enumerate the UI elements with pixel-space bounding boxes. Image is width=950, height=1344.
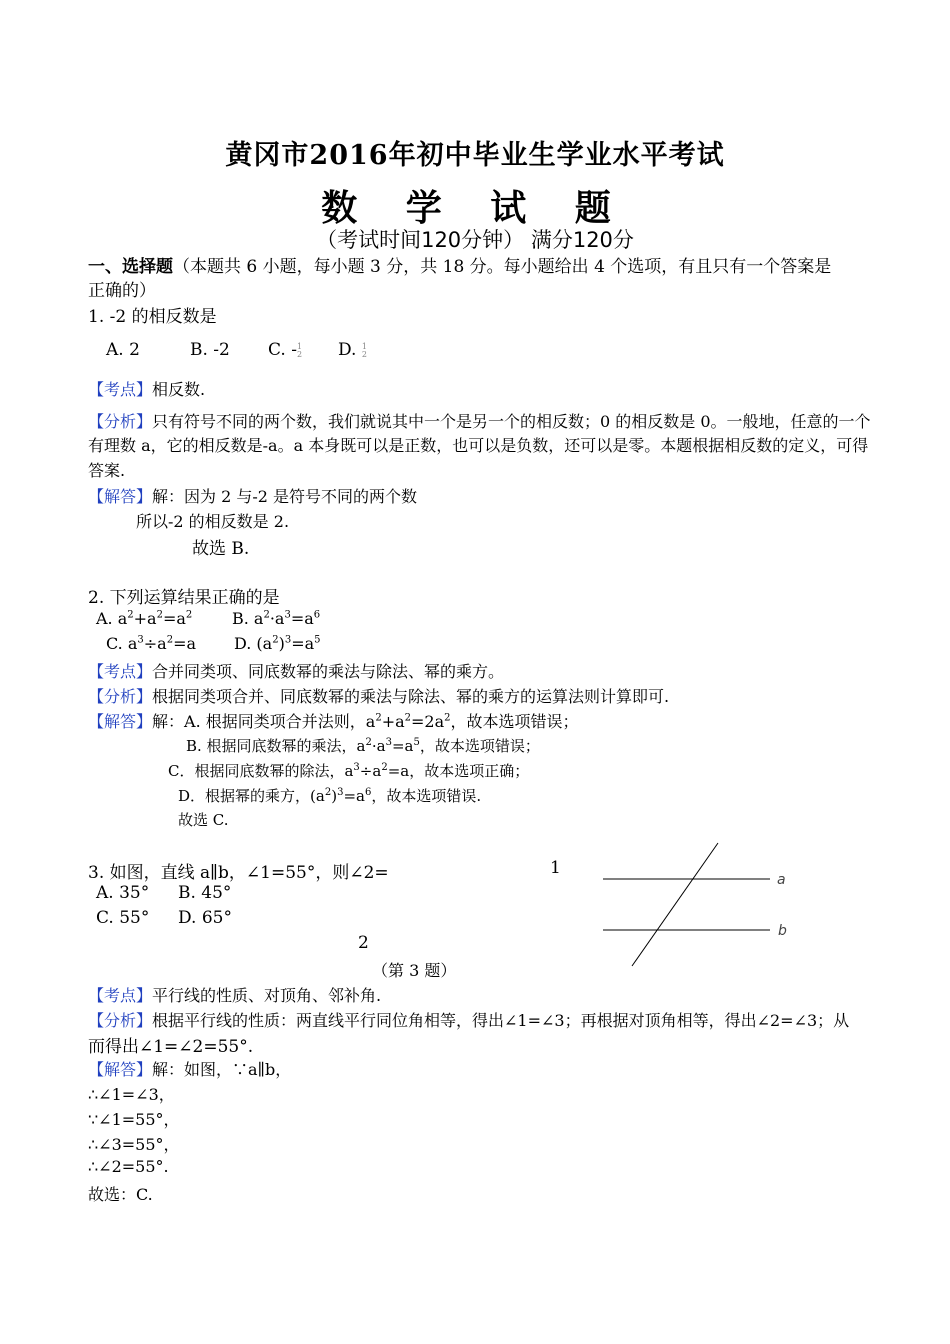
q3-fenxi-tag: 【分析】 — [88, 1011, 153, 1030]
q1-jieda — [88, 484, 417, 507]
q2-final: 故选 C. — [178, 811, 229, 829]
q2-jieda-tag: 【解答】 — [88, 712, 153, 731]
q2-fenxi-tag: 【分析】 — [88, 687, 153, 706]
q1-fenxi-line2: 有理数 a，它的相反数是-a。a 本身既可以是正数，也可以是负数，还可以是零。本题根据相反数的定义，可得 — [88, 436, 869, 455]
q3-fenxi — [88, 1008, 849, 1031]
q3-kaodian-text: 平行线的性质、对顶角、邻补角. — [152, 986, 382, 1005]
q1-kaodian-text: 相反数. — [152, 380, 206, 399]
q3-jieda-line1: 解：如图，∵a∥b， — [152, 1060, 292, 1079]
q3-kaodian-tag: 【考点】 — [88, 986, 153, 1005]
line-b-label: b — [778, 923, 787, 939]
q1-fraction-d: 1 2 — [361, 341, 367, 359]
line-a-label: a — [777, 872, 786, 888]
transversal-line — [632, 843, 718, 966]
q3-angle2-label: 2 — [358, 933, 369, 953]
q1-fenxi-tag: 【分析】 — [88, 412, 153, 431]
q2-option-c: C. $a^3\div a^2=a$ — [106, 634, 197, 653]
q1-fenxi-line1: 只有符号不同的两个数，我们就说其中一个是另一个的相反数；0 的相反数是 0。一般地，任意的一个 — [152, 412, 871, 431]
subject-title: 数 学 试 题 — [321, 187, 629, 229]
q3-angle1-label: 1 — [550, 858, 561, 878]
section-desc-cont: 正确的） — [88, 281, 156, 301]
q2-kaodian-tag: 【考点】 — [88, 662, 153, 681]
q3-figure — [600, 840, 800, 970]
q1-fenxi — [88, 409, 871, 432]
q2-fenxi-text: 根据同类项合并、同底数幂的乘法与除法、幂的乘方的运算法则计算即可. — [152, 687, 670, 706]
section-heading — [88, 252, 831, 277]
q3-caption: （第 3 题） — [372, 961, 457, 980]
q3-option-a: A. 35° — [96, 883, 150, 903]
q3-step4: ∴∠2=55°. — [88, 1157, 169, 1176]
q3-final: 故选：C. — [88, 1185, 153, 1204]
q1-jieda-tag: 【解答】 — [88, 487, 153, 506]
q3-jieda — [88, 1057, 291, 1080]
q1-option-b: B. -2 — [190, 340, 230, 360]
q1-option-d-label: D. — [338, 340, 357, 360]
q3-step1: ∴∠1=∠3， — [88, 1085, 175, 1104]
q2-jieda: 【解答】解：A. 根据同类项合并法则，$a^2+a^2=2a^2$，故本选项错误； — [88, 712, 579, 731]
exam-title: 黄冈市2016年初中毕业生学业水平考试 — [225, 140, 725, 171]
q3-fenxi-line1: 根据平行线的性质：两直线平行同位角相等，得出∠1=∠3；再根据对顶角相等，得出∠2=∠3；从 — [152, 1011, 850, 1030]
q2-jieda-c: C．根据同底数幂的除法，$a^3\div a^2=a$，故本选项正确； — [168, 762, 530, 780]
q2-jieda-d: D．根据幂的乘方，$(a^2)^3=a^6$，故本选项错误. — [178, 787, 482, 805]
q2-jieda-b: B. 根据同底数幂的乘法，$a^2\cdot a^3=a^5$，故本选项错误； — [186, 737, 540, 755]
q3-fenxi-line2: 而得出∠1=∠2=55°. — [88, 1037, 254, 1057]
q3-option-c: C. 55° — [96, 908, 150, 928]
q1-jieda-line1: 解：因为 2 与-2 是符号不同的两个数 — [152, 487, 418, 506]
q3-step2: ∵∠1=55°， — [88, 1110, 180, 1129]
q1-option-c — [268, 340, 302, 360]
q1-option-a: A. 2 — [106, 340, 140, 360]
exam-info: （考试时间120分钟） 满分120分 — [316, 228, 634, 252]
q1-option-c-label: C. - — [268, 340, 297, 360]
q1-stem: 1. -2 的相反数是 — [88, 307, 217, 327]
q1-kaodian — [88, 377, 205, 400]
section-desc: （本题共 6 小题，每小题 3 分，共 18 分。每小题给出 4 个选项，有且只有一个答案是 — [173, 257, 832, 277]
q2-option-a: A. $a^2+a^2=a^2$ — [96, 609, 193, 628]
q1-jieda-line3: 故选 B. — [192, 539, 250, 559]
q1-fenxi-line3: 答案. — [88, 461, 126, 480]
q3-step3: ∴∠3=55°， — [88, 1135, 180, 1154]
q2-kaodian-text: 合并同类项、同底数幂的乘法与除法、幂的乘方。 — [152, 662, 505, 681]
q2-kaodian — [88, 659, 504, 682]
q2-jieda-prefix: 解： — [152, 712, 185, 731]
q2-option-b: B. $a^2\cdot a^3=a^6$ — [232, 609, 321, 628]
section-heading-label: 一、选择题 — [88, 257, 173, 277]
q1-kaodian-tag: 【考点】 — [88, 380, 153, 399]
q3-jieda-tag: 【解答】 — [88, 1060, 153, 1079]
q1-jieda-line2: 所以-2 的相反数是 2. — [136, 512, 290, 531]
q1-fraction-c: 1 2 — [296, 341, 303, 359]
q2-option-d: D. $(a^2)^3=a^5$ — [234, 634, 321, 653]
q3-stem: 3. 如图，直线 a∥b，∠1=55°，则∠2= — [88, 863, 389, 883]
q2-fenxi — [88, 684, 669, 707]
q3-option-b: B. 45° — [178, 883, 232, 903]
q3-kaodian — [88, 983, 381, 1006]
q1-option-d — [338, 340, 367, 360]
q3-option-d: D. 65° — [178, 908, 232, 928]
q2-stem: 2. 下列运算结果正确的是 — [88, 588, 280, 608]
